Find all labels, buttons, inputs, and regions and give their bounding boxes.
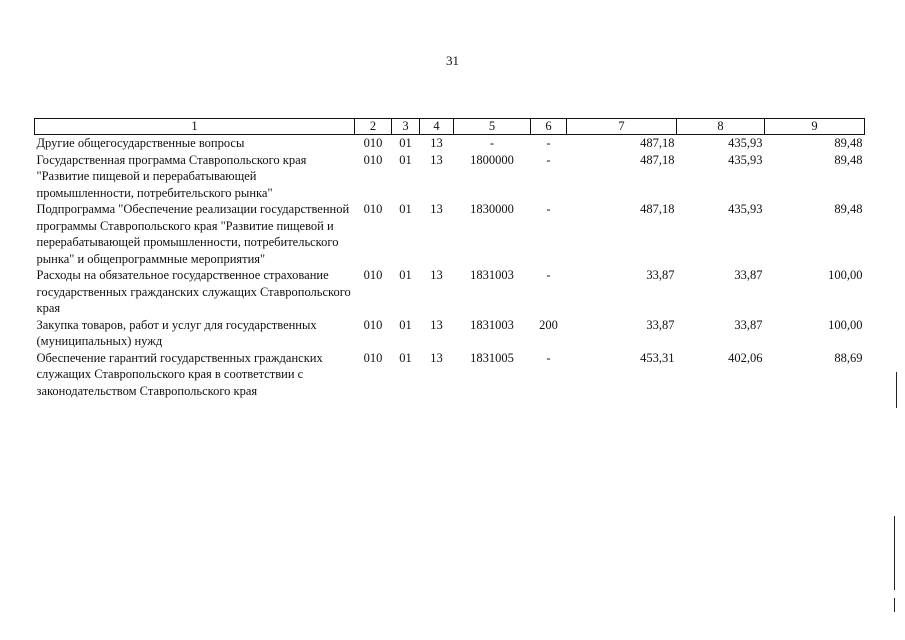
row-value-9: 89,48	[834, 202, 863, 216]
row-value-7: 487,18	[640, 152, 675, 167]
row-value-9: 100,00	[828, 317, 863, 332]
row-code-5: 1831005	[470, 350, 514, 365]
row-code-3: 01	[399, 136, 412, 150]
row-code-2: 010	[363, 350, 383, 365]
row-code-3: 01	[399, 152, 412, 167]
page-number: 31	[446, 53, 459, 68]
row-code-6: -	[546, 350, 551, 365]
row-value-9: 100,00	[828, 268, 863, 282]
row-value-7: 453,31	[640, 350, 675, 365]
column-header-7: 7	[567, 119, 677, 135]
row-value-7: 33,87	[646, 268, 675, 282]
row-code-4: 13	[430, 136, 443, 150]
row-code-4: 13	[430, 202, 443, 216]
row-code-3: 01	[399, 350, 412, 365]
scan-margin-line	[894, 516, 895, 590]
row-value-8: 435,93	[728, 152, 763, 167]
row-name: Закупка товаров, работ и услуг для государственных (муниципальных) нужд	[36, 317, 317, 348]
row-code-4: 13	[430, 268, 443, 282]
row-code-2: 010	[363, 152, 383, 167]
row-code-5: 1831003	[470, 268, 514, 282]
row-code-6: -	[546, 268, 551, 282]
column-header-2: 2	[355, 119, 392, 135]
row-name: Обеспечение гарантий государственных гражданских служащих Ставропольского края в соответствии с законодательством Ставропольского края	[36, 350, 323, 398]
row-name: Государственная программа Ставропольского края "Развитие пищевой и перерабатывающей промышленности, потребительского рынка"	[36, 152, 307, 200]
row-value-8: 33,87	[734, 317, 763, 332]
row-code-4: 13	[430, 152, 443, 167]
column-header-8: 8	[677, 119, 765, 135]
scan-margin-line	[894, 598, 895, 612]
row-value-8: 435,93	[728, 202, 763, 216]
column-header-6: 6	[531, 119, 567, 135]
row-code-2: 010	[363, 268, 383, 282]
row-code-3: 01	[399, 317, 412, 332]
column-header-4: 4	[420, 119, 454, 135]
table-row	[35, 135, 865, 152]
row-code-6: -	[546, 202, 551, 216]
column-header-9: 9	[765, 119, 865, 135]
row-code-5: 1800000	[470, 152, 514, 167]
column-header-1: 1	[35, 119, 355, 135]
row-code-3: 01	[399, 202, 412, 216]
row-code-5: 1831003	[470, 317, 514, 332]
row-name: Другие общегосударственные вопросы	[36, 136, 245, 150]
row-value-8: 402,06	[728, 350, 763, 365]
table-row	[35, 350, 865, 400]
row-code-2: 010	[363, 317, 383, 332]
budget-table	[34, 118, 865, 399]
table-row	[35, 267, 865, 317]
table-row	[35, 317, 865, 350]
scan-margin-line	[896, 372, 897, 408]
row-value-9: 89,48	[834, 152, 863, 167]
row-code-2: 010	[363, 202, 383, 216]
row-value-9: 89,48	[834, 136, 863, 150]
column-header-5: 5	[454, 119, 531, 135]
row-name: Расходы на обязательное государственное страхование государственных гражданских служащих Ставропольского края	[36, 268, 351, 315]
row-code-3: 01	[399, 268, 412, 282]
table-row	[35, 152, 865, 202]
row-value-9: 88,69	[834, 350, 863, 365]
row-value-8: 33,87	[734, 268, 763, 282]
row-value-7: 487,18	[640, 136, 675, 150]
row-code-5: 1830000	[470, 202, 514, 216]
row-code-5: -	[489, 136, 495, 150]
row-code-6: 200	[539, 317, 558, 332]
row-value-7: 487,18	[640, 202, 675, 216]
row-name: Подпрограмма "Обеспечение реализации государственной программы Ставропольского края "Развитие пищевой и перерабатывающей промышленности, потребительского рынка" и общепрограммные мероприятия"	[36, 202, 350, 266]
row-code-6: -	[546, 136, 551, 150]
column-header-3: 3	[392, 119, 420, 135]
row-value-8: 435,93	[728, 136, 763, 150]
table-row	[35, 201, 865, 267]
row-code-6: -	[546, 152, 551, 167]
row-value-7: 33,87	[646, 317, 675, 332]
table-header-row	[35, 119, 865, 135]
row-code-2: 010	[363, 136, 383, 150]
row-code-4: 13	[430, 350, 443, 365]
row-code-4: 13	[430, 317, 443, 332]
